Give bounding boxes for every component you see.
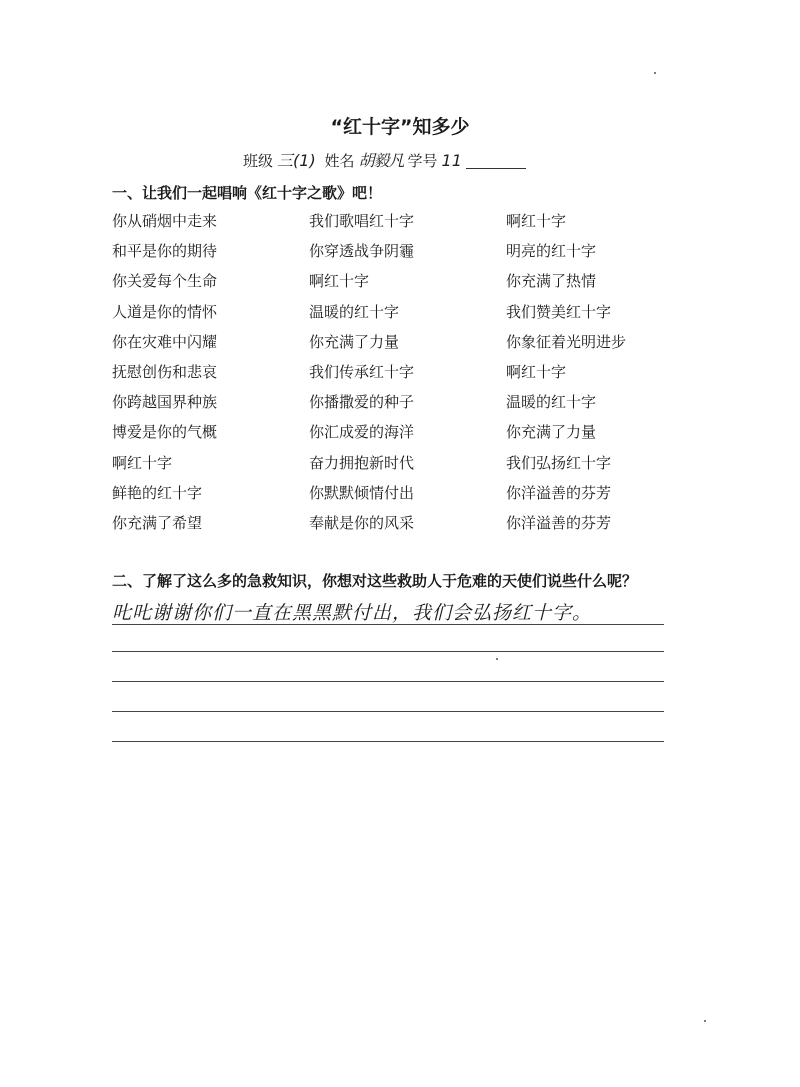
lyric-line: 啊红十字 [112,453,173,472]
lyric-line: 鲜艳的红十字 [112,483,203,502]
lyric-line: 我们弘扬红十字 [506,453,612,472]
scan-speck [704,1020,706,1022]
lyric-line: 你穿透战争阴霾 [309,242,415,261]
lyric-line: 你从硝烟中走来 [112,212,218,230]
name-label: 姓名 [324,152,355,170]
answer-line-3 [112,681,664,682]
lyric-line: 啊红十字 [309,272,370,291]
answer-line-4 [112,711,664,712]
scan-speck [654,72,656,74]
section1-heading: 一、让我们一起唱响《红十字之歌》吧！ [112,184,383,202]
lyric-line: 你充满了力量 [506,423,597,442]
lyric-line: 明亮的红十字 [506,242,597,261]
lyric-line: 奋力拥抱新时代 [309,453,415,472]
lyric-line: 你在灾难中闪耀 [112,332,218,351]
number-value: 11 [441,151,462,170]
class-label: 班级 [243,152,274,170]
lyric-line: 你充满了热情 [506,272,597,291]
lyric-line: 你充满了希望 [112,513,203,532]
lyric-line: 抚慰创伤和悲哀 [112,362,218,381]
number-label: 学号 [407,152,438,170]
lyric-line: 我们歌唱红十字 [309,212,415,230]
lyric-line: 你洋溢善的芬芳 [506,483,612,502]
scan-speck [496,658,498,660]
lyric-line: 你跨越国界种族 [112,393,218,412]
name-value: 胡毅凡 [358,151,404,170]
lyric-line: 你播撒爱的种子 [309,393,415,412]
answer-line-5 [112,741,664,742]
handwritten-answer: 𠮟𠮟谢谢你们一直在黑黑默付出，我们会弘扬红十字。 [112,602,593,624]
lyric-line: 你关爱每个生命 [112,272,218,291]
answer-line-1 [112,624,664,625]
lyric-line: 温暖的红十字 [309,302,400,321]
lyric-line: 啊红十字 [506,362,567,381]
answer-line-2 [112,651,664,652]
lyric-line: 和平是你的期待 [112,242,218,261]
lyric-line: 啊红十字 [506,212,567,230]
lyric-line: 温暖的红十字 [506,393,597,412]
lyric-line: 你洋溢善的芬芳 [506,513,612,532]
lyric-line: 你默默倾情付出 [309,483,415,502]
number-underline [466,167,526,169]
lyrics-grid [112,207,686,539]
lyric-line: 你汇成爱的海洋 [309,423,415,442]
lyric-line: 人道是你的情怀 [112,302,218,321]
worksheet-title: “红十字”知多少 [330,116,470,138]
student-info-line [243,148,526,171]
lyric-line: 你象征着光明进步 [506,332,627,351]
lyric-line: 奉献是你的风采 [309,513,415,532]
lyric-line: 你充满了力量 [309,332,400,351]
lyric-line: 博爱是你的气概 [112,423,218,442]
lyric-line: 我们传承红十字 [309,362,415,381]
class-value: 三(1) [277,151,316,170]
section2-heading: 二、了解了这么多的急救知识，你想对这些救助人于危难的天使们说些什么呢？ [112,572,638,590]
lyric-line: 我们赞美红十字 [506,302,612,321]
